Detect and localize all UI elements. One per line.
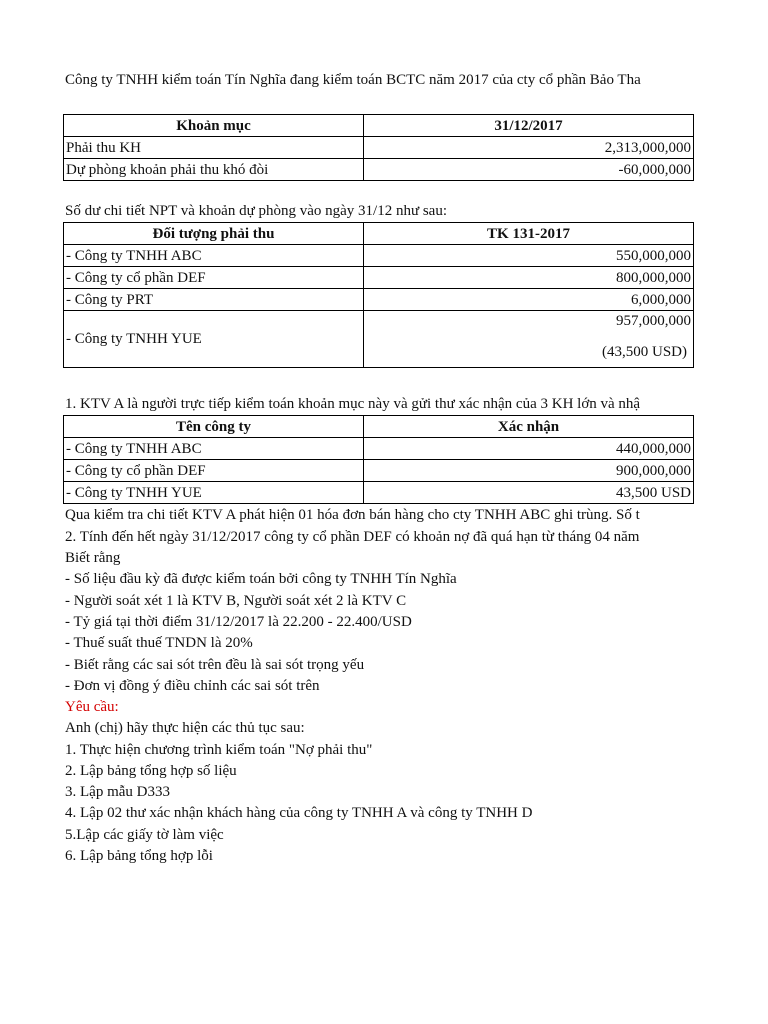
table-row — [64, 137, 694, 159]
column-header: Xác nhận — [364, 416, 694, 438]
column-header: TK 131-2017 — [364, 223, 694, 245]
row-value: 2,313,000,000 — [364, 137, 694, 159]
requirement-line: 6. Lập bảng tổng hợp lỗi — [65, 848, 213, 864]
body-line: Biết rằng — [65, 550, 121, 566]
body-line: - Thuế suất thuế TNDN là 20% — [65, 635, 253, 651]
table-row — [64, 159, 694, 181]
table-header-row — [64, 416, 694, 438]
row-value: 43,500 USD — [364, 482, 694, 504]
table-row — [64, 289, 694, 311]
body-line: - Người soát xét 1 là KTV B, Người soát xét 2 là KTV C — [65, 593, 407, 609]
table-row — [64, 438, 694, 460]
table-row — [64, 267, 694, 289]
column-header: 31/12/2017 — [364, 115, 694, 137]
requirement-line: 1. Thực hiện chương trình kiểm toán "Nợ phải thu" — [65, 742, 373, 758]
row-label: - Công ty cổ phần DEF — [64, 460, 364, 482]
column-header: Khoản mục — [64, 115, 364, 137]
body-line: Qua kiểm tra chi tiết KTV A phát hiện 01 hóa đơn bán hàng cho cty TNHH ABC ghi trùng. Số t — [65, 507, 640, 523]
row-label: - Công ty TNHH YUE — [64, 482, 364, 504]
intro-text: Công ty TNHH kiểm toán Tín Nghĩa đang kiểm toán BCTC năm 2017 của cty cổ phần Bảo Tha — [65, 72, 641, 88]
body-line: - Đơn vị đồng ý điều chỉnh các sai sót trên — [65, 678, 320, 694]
row-value-usd: (43,500 USD) — [602, 344, 687, 360]
row-value: 550,000,000 — [364, 245, 694, 267]
table2-caption: Số dư chi tiết NPT và khoản dự phòng vào ngày 31/12 như sau: — [65, 203, 447, 219]
item1-text: 1. KTV A là người trực tiếp kiểm toán khoản mục này và gửi thư xác nhận của 3 KH lớn và nhậ — [65, 396, 641, 412]
row-value: -60,000,000 — [364, 159, 694, 181]
row-value-multi — [364, 311, 694, 368]
row-label: - Công ty TNHH ABC — [64, 438, 364, 460]
row-value: 440,000,000 — [364, 438, 694, 460]
table-confirmations — [63, 415, 694, 504]
table-row — [64, 460, 694, 482]
body-line: - Biết rằng các sai sót trên đều là sai sót trọng yếu — [65, 657, 365, 673]
body-line: - Số liệu đầu kỳ đã được kiểm toán bởi công ty TNHH Tín Nghĩa — [65, 571, 457, 587]
requirement-heading: Yêu cầu: — [65, 699, 119, 715]
column-header: Tên công ty — [64, 416, 364, 438]
requirement-line: 4. Lập 02 thư xác nhận khách hàng của công ty TNHH A và công ty TNHH D — [65, 805, 533, 821]
table-header-row — [64, 115, 694, 137]
row-label: Dự phòng khoản phải thu khó đòi — [64, 159, 364, 181]
requirement-line: 5.Lập các giấy tờ làm việc — [65, 827, 224, 843]
row-label: Phải thu KH — [64, 137, 364, 159]
table-header-row — [64, 223, 694, 245]
row-value: 800,000,000 — [364, 267, 694, 289]
table-row — [64, 482, 694, 504]
body-line: - Tỷ giá tại thời điểm 31/12/2017 là 22.200 - 22.400/USD — [65, 614, 412, 630]
body-line: 2. Tính đến hết ngày 31/12/2017 công ty cổ phần DEF có khoản nợ đã quá hạn từ tháng 04 năm — [65, 529, 640, 545]
row-value: 6,000,000 — [364, 289, 694, 311]
table-receivable-details — [63, 222, 694, 368]
row-label: - Công ty TNHH ABC — [64, 245, 364, 267]
table-row — [64, 311, 694, 368]
requirement-line: 3. Lập mẫu D333 — [65, 784, 170, 800]
column-header: Đối tượng phải thu — [64, 223, 364, 245]
row-value: 957,000,000 — [616, 313, 691, 329]
row-label: - Công ty TNHH YUE — [64, 311, 364, 368]
table-receivables-summary — [63, 114, 694, 181]
row-label: - Công ty cổ phần DEF — [64, 267, 364, 289]
requirement-line: 2. Lập bảng tổng hợp số liệu — [65, 763, 237, 779]
table-row — [64, 245, 694, 267]
row-value: 900,000,000 — [364, 460, 694, 482]
row-label: - Công ty PRT — [64, 289, 364, 311]
requirement-line: Anh (chị) hãy thực hiện các thủ tục sau: — [65, 720, 305, 736]
